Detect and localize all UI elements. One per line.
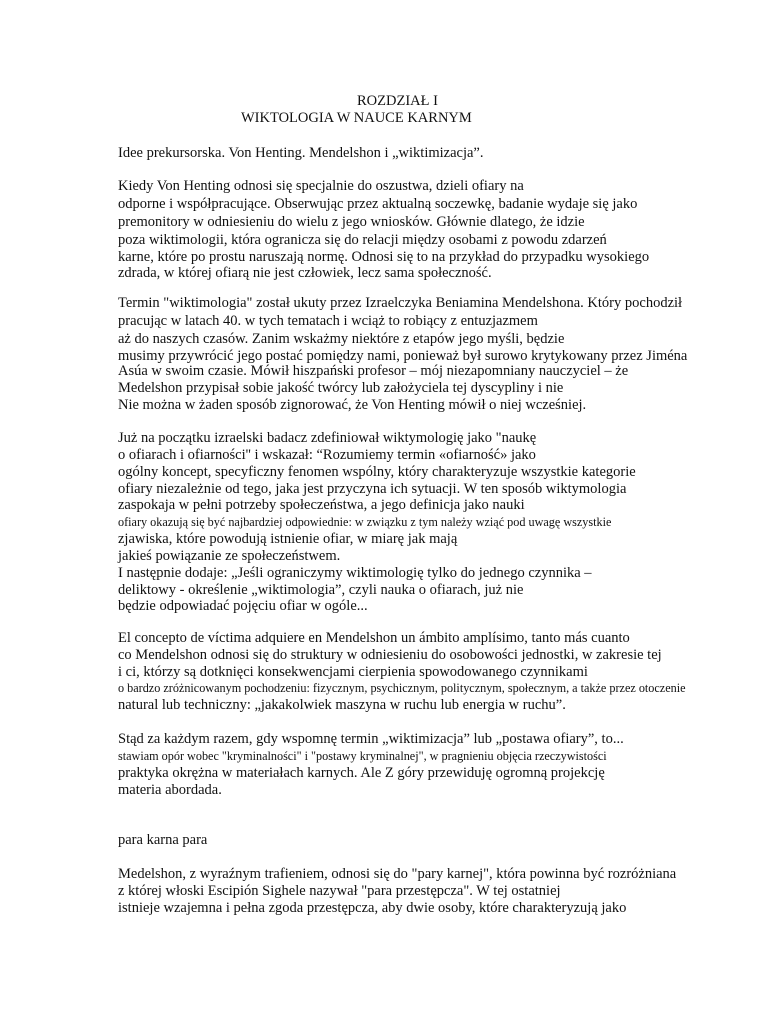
text-line: pracując w latach 40. w tych tematach i wciąż to robiący z entuzjazmem: [118, 313, 538, 329]
text-line: premonitory w odniesieniu do wielu z jego wniosków. Głównie dlatego, że idzie: [118, 214, 585, 230]
text-line: istnieje wzajemna i pełna zgoda przestępcza, aby dwie osoby, które charakteryzują jako: [118, 900, 627, 916]
section-heading: para karna para: [118, 832, 208, 848]
text-line: jakieś powiązanie ze społeczeństwem.: [118, 548, 341, 564]
text-line: Już na początku izraelski badacz zdefiniował wiktymologię jako "naukę: [118, 430, 537, 446]
text-line: i ci, którzy są dotknięci konsekwencjami cierpienia spowodowanego czynnikami: [118, 664, 588, 680]
text-line: zjawiska, które powodują istnienie ofiar, w miarę jak mają: [118, 531, 458, 547]
text-line: natural lub techniczny: „jakakolwiek maszyna w ruchu lub energia w ruchu”.: [118, 697, 566, 713]
text-line: musimy przywrócić jego postać pomiędzy nami, ponieważ był surowo krytykowany przez Jiména: [118, 348, 688, 364]
text-line: co Mendelshon odnosi się do struktury w odniesieniu do osobowości jednostki, w zakresie tej: [118, 647, 662, 663]
text-line: z której włoski Escipión Sighele nazywał "para przestępcza". W tej ostatniej: [118, 883, 561, 899]
text-line: będzie odpowiadać pojęciu ofiar w ogóle...: [118, 598, 368, 614]
text-line: praktyka okrężna w materiałach karnych. Ale Z góry przewiduję ogromną projekcję: [118, 765, 605, 781]
text-line: Stąd za każdym razem, gdy wspomnę termin „wiktimizacja” lub „postawa ofiary”, to...: [118, 731, 624, 747]
text-line: ofiary niezależnie od tego, jaka jest przyczyna ich sytuacji. W ten sposób wiktymologia: [118, 481, 627, 497]
text-line: aż do naszych czasów. Zanim wskażmy niektóre z etapów jego myśli, będzie: [118, 331, 565, 347]
text-line: ogólny koncept, specyficzny fenomen wspólny, który charakteryzuje wszystkie kategorie: [118, 464, 636, 480]
text-line: zdrada, w której ofiarą nie jest człowiek, lecz sama społeczność.: [118, 265, 492, 281]
text-line: deliktowy - określenie „wiktimologia”, czyli nauka o ofiarach, już nie: [118, 582, 524, 598]
text-line: karne, które po prostu naruszają normę. Odnosi się to na przykład do przypadku wysokiego: [118, 249, 650, 265]
text-line: Medelshon przypisał sobie jakość twórcy lub założyciela tej dyscypliny i nie: [118, 380, 564, 396]
text-line: El concepto de víctima adquiere en Mendelshon un ámbito amplísimo, tanto más cuanto: [118, 630, 630, 646]
text-line: zaspokaja w pełni potrzeby społeczeństwa, a jego definicja jako nauki: [118, 497, 525, 513]
text-line: o bardzo zróżnicowanym pochodzeniu: fizycznym, psychicznym, politycznym, społecznym, a także przez otoczenie: [118, 681, 686, 695]
text-line: stawiam opór wobec "kryminalności" i "postawy kryminalnej", w pragnieniu objęcia rzeczywistości: [118, 749, 607, 763]
text-line: materia abordada.: [118, 782, 222, 798]
text-line: poza wiktimologii, która ogranicza się do relacji między osobami z powodu zdarzeń: [118, 232, 607, 248]
text-line: o ofiarach i ofiarności'' i wskazał: “Rozumiemy termin «ofiarność» jako: [118, 447, 536, 463]
text-line: Termin "wiktimologia" został ukuty przez Izraelczyka Beniamina Mendelshona. Który pochodził: [118, 295, 683, 311]
text-line: Asúa w swoim czasie. Mówił hiszpański profesor – mój niezapomniany nauczyciel – że: [118, 363, 629, 379]
chapter-title: WIKTOLOGIA W NAUCE KARNYM: [241, 110, 472, 126]
text-line: Nie można w żaden sposób zignorować, że Von Henting mówił o niej wcześniej.: [118, 397, 587, 413]
chapter-label: ROZDZIAŁ I: [357, 93, 438, 109]
intro-line: Idee prekursorska. Von Henting. Mendelshon i „wiktimizacja”.: [118, 145, 484, 161]
text-line: ofiary okazują się być najbardziej odpowiednie: w związku z tym należy wziąć pod uwagę wszystkie: [118, 515, 612, 529]
text-line: I następnie dodaje: „Jeśli ograniczymy wiktimologię tylko do jednego czynnika –: [118, 565, 592, 581]
text-line: odporne i współpracujące. Obserwując przez aktualną soczewkę, badanie wydaje się jako: [118, 196, 638, 212]
text-line: Medelshon, z wyraźnym trafieniem, odnosi się do "pary karnej", która powinna być rozróżniana: [118, 866, 677, 882]
text-line: Kiedy Von Henting odnosi się specjalnie do oszustwa, dzieli ofiary na: [118, 178, 524, 194]
